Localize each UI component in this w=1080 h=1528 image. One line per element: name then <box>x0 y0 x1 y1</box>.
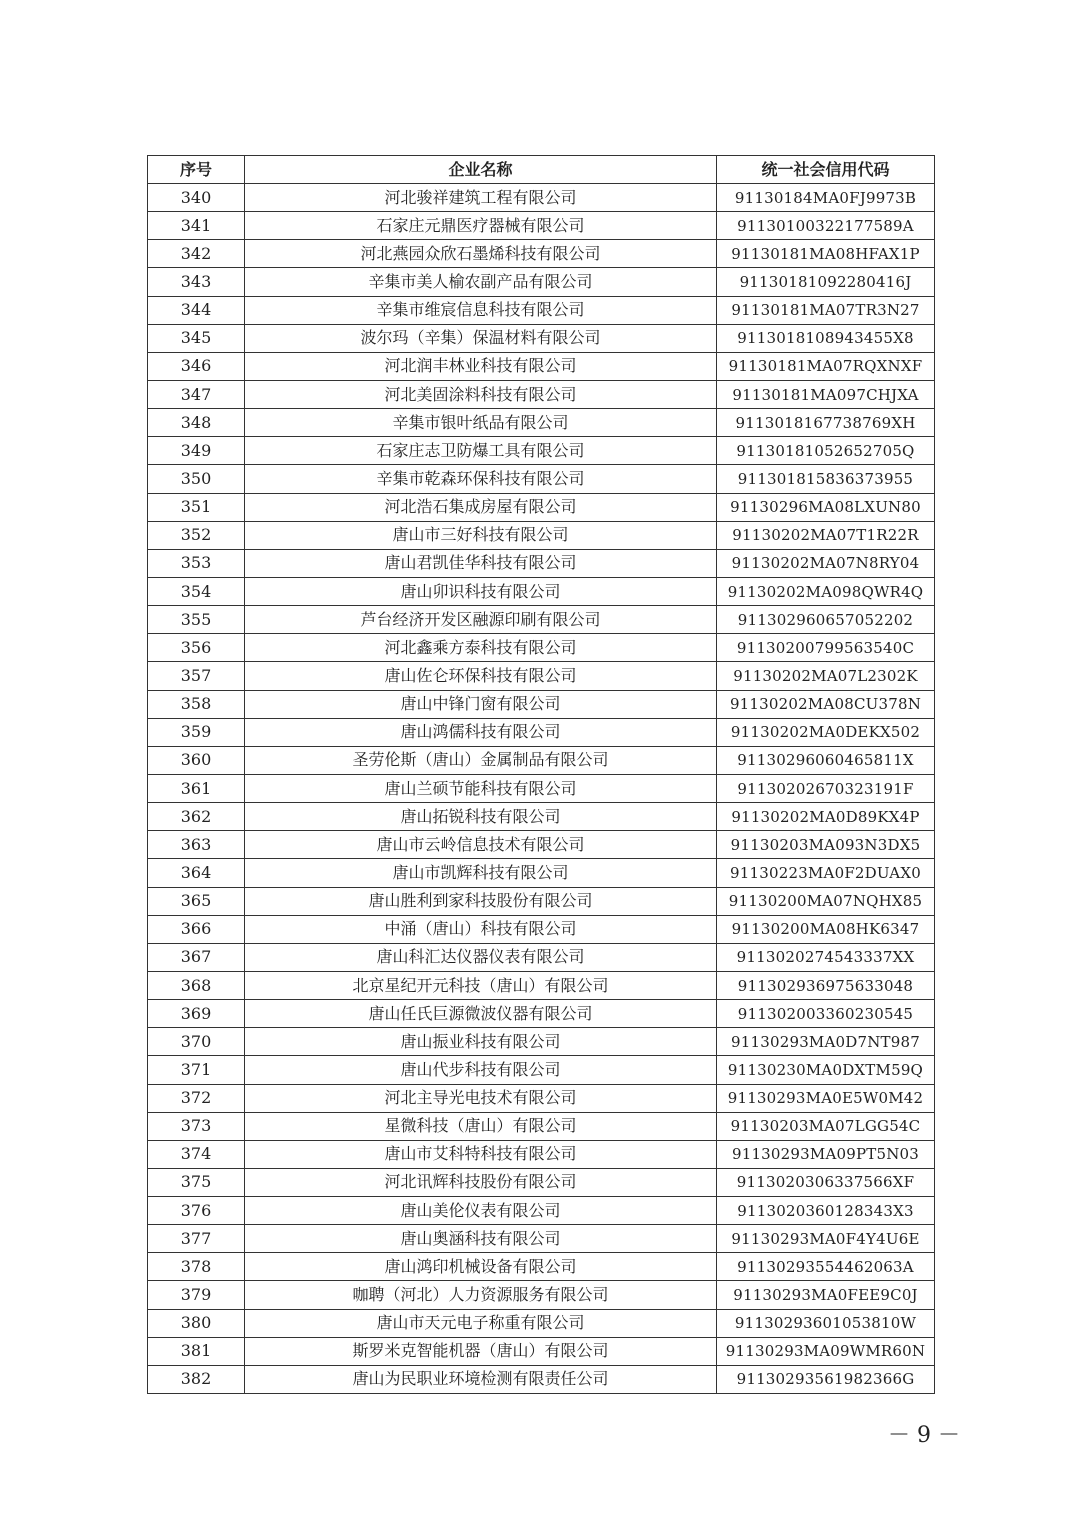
cell-credit-code: 911302003360230545 <box>717 1000 935 1028</box>
cell-company-name: 圣劳伦斯（唐山）金属制品有限公司 <box>245 746 717 774</box>
table-row <box>148 549 935 577</box>
cell-serial: 349 <box>148 437 245 465</box>
cell-credit-code: 91130181MA097CHJXA <box>717 380 935 408</box>
cell-company-name: 唐山君凯佳华科技有限公司 <box>245 549 717 577</box>
cell-serial: 372 <box>148 1084 245 1112</box>
enterprise-table <box>147 155 935 1394</box>
table-row <box>148 1056 935 1084</box>
cell-serial: 359 <box>148 718 245 746</box>
cell-serial: 373 <box>148 1112 245 1140</box>
table-row <box>148 324 935 352</box>
cell-company-name: 唐山为民职业环境检测有限责任公司 <box>245 1365 717 1393</box>
cell-serial: 347 <box>148 380 245 408</box>
table-row <box>148 718 935 746</box>
table-row <box>148 493 935 521</box>
cell-credit-code: 91130200MA07NQHX85 <box>717 887 935 915</box>
cell-serial: 377 <box>148 1225 245 1253</box>
cell-company-name: 芦台经济开发区融源印刷有限公司 <box>245 606 717 634</box>
table-row <box>148 1253 935 1281</box>
cell-credit-code: 911302960657052202 <box>717 606 935 634</box>
cell-company-name: 唐山中锋门窗有限公司 <box>245 690 717 718</box>
cell-company-name: 辛集市美人榆农副产品有限公司 <box>245 268 717 296</box>
cell-credit-code: 91130202MA098QWR4Q <box>717 577 935 605</box>
cell-company-name: 唐山市云岭信息技术有限公司 <box>245 831 717 859</box>
cell-company-name: 唐山市三好科技有限公司 <box>245 521 717 549</box>
cell-company-name: 河北鑫乘方泰科技有限公司 <box>245 634 717 662</box>
cell-credit-code: 91130202MA08CU378N <box>717 690 935 718</box>
cell-company-name: 河北骏祥建筑工程有限公司 <box>245 184 717 212</box>
table-row <box>148 803 935 831</box>
cell-serial: 345 <box>148 324 245 352</box>
cell-credit-code: 91130296060465811X <box>717 746 935 774</box>
cell-company-name: 斯罗米克智能机器（唐山）有限公司 <box>245 1337 717 1365</box>
cell-serial: 370 <box>148 1028 245 1056</box>
cell-serial: 378 <box>148 1253 245 1281</box>
cell-credit-code: 91130202MA0D89KX4P <box>717 803 935 831</box>
cell-company-name: 辛集市维宸信息科技有限公司 <box>245 296 717 324</box>
table-row <box>148 184 935 212</box>
cell-company-name: 唐山市天元电子称重有限公司 <box>245 1309 717 1337</box>
table-row <box>148 859 935 887</box>
table-row <box>148 1281 935 1309</box>
cell-serial: 342 <box>148 240 245 268</box>
table-row <box>148 746 935 774</box>
table-row <box>148 1140 935 1168</box>
cell-serial: 382 <box>148 1365 245 1393</box>
cell-credit-code: 91130293MA0F4Y4U6E <box>717 1225 935 1253</box>
cell-serial: 379 <box>148 1281 245 1309</box>
cell-credit-code: 91130293601053810W <box>717 1309 935 1337</box>
cell-credit-code: 91130202MA0DEKX502 <box>717 718 935 746</box>
table-row <box>148 1000 935 1028</box>
table-row <box>148 1112 935 1140</box>
cell-serial: 353 <box>148 549 245 577</box>
table-row <box>148 465 935 493</box>
cell-company-name: 唐山卯识科技有限公司 <box>245 577 717 605</box>
table-row <box>148 634 935 662</box>
table-row <box>148 831 935 859</box>
cell-credit-code: 91130181MA08HFAX1P <box>717 240 935 268</box>
cell-credit-code: 91130293561982366G <box>717 1365 935 1393</box>
table-row <box>148 437 935 465</box>
cell-serial: 375 <box>148 1168 245 1196</box>
cell-company-name: 河北润丰林业科技有限公司 <box>245 352 717 380</box>
cell-credit-code: 91130200MA08HK6347 <box>717 915 935 943</box>
cell-company-name: 唐山鸿印机械设备有限公司 <box>245 1253 717 1281</box>
cell-credit-code: 91130293MA0D7NT987 <box>717 1028 935 1056</box>
cell-serial: 368 <box>148 971 245 999</box>
cell-company-name: 唐山奥涵科技有限公司 <box>245 1225 717 1253</box>
cell-credit-code: 91130202670323191F <box>717 774 935 802</box>
cell-credit-code: 91130293MA0E5W0M42 <box>717 1084 935 1112</box>
cell-company-name: 石家庄志卫防爆工具有限公司 <box>245 437 717 465</box>
cell-company-name: 唐山振业科技有限公司 <box>245 1028 717 1056</box>
cell-company-name: 波尔玛（辛集）保温材料有限公司 <box>245 324 717 352</box>
table-row <box>148 268 935 296</box>
cell-company-name: 辛集市乾森环保科技有限公司 <box>245 465 717 493</box>
table-row <box>148 1168 935 1196</box>
table-row <box>148 1084 935 1112</box>
cell-company-name: 河北美固涂料科技有限公司 <box>245 380 717 408</box>
table-row <box>148 690 935 718</box>
table-row <box>148 352 935 380</box>
table-row <box>148 296 935 324</box>
cell-credit-code: 91130296MA08LXUN80 <box>717 493 935 521</box>
cell-company-name: 唐山美伦仪表有限公司 <box>245 1197 717 1225</box>
cell-company-name: 唐山代步科技有限公司 <box>245 1056 717 1084</box>
table-row <box>148 240 935 268</box>
cell-company-name: 唐山任氏巨源微波仪器有限公司 <box>245 1000 717 1028</box>
table-row <box>148 1225 935 1253</box>
table-row <box>148 1309 935 1337</box>
table-row <box>148 409 935 437</box>
cell-credit-code: 91130202MA07N8RY04 <box>717 549 935 577</box>
cell-serial: 364 <box>148 859 245 887</box>
cell-credit-code: 91130181052652705Q <box>717 437 935 465</box>
cell-serial: 358 <box>148 690 245 718</box>
cell-credit-code: 91130293MA09PT5N03 <box>717 1140 935 1168</box>
cell-serial: 356 <box>148 634 245 662</box>
cell-company-name: 河北讯辉科技股份有限公司 <box>245 1168 717 1196</box>
cell-credit-code: 91130184MA0FJ9973B <box>717 184 935 212</box>
cell-serial: 365 <box>148 887 245 915</box>
table-row <box>148 521 935 549</box>
cell-company-name: 唐山市艾科特科技有限公司 <box>245 1140 717 1168</box>
cell-credit-code: 911302936975633048 <box>717 971 935 999</box>
cell-company-name: 唐山拓锐科技有限公司 <box>245 803 717 831</box>
cell-company-name: 唐山鸿儒科技有限公司 <box>245 718 717 746</box>
header-serial: 序号 <box>148 156 245 184</box>
cell-serial: 352 <box>148 521 245 549</box>
cell-serial: 366 <box>148 915 245 943</box>
cell-serial: 357 <box>148 662 245 690</box>
header-credit-code: 统一社会信用代码 <box>717 156 935 184</box>
table-row <box>148 662 935 690</box>
cell-credit-code: 9113020306337566XF <box>717 1168 935 1196</box>
cell-company-name: 石家庄元鼎医疗器械有限公司 <box>245 212 717 240</box>
cell-serial: 355 <box>148 606 245 634</box>
cell-credit-code: 91130293554462063A <box>717 1253 935 1281</box>
cell-serial: 367 <box>148 943 245 971</box>
cell-serial: 340 <box>148 184 245 212</box>
cell-serial: 346 <box>148 352 245 380</box>
cell-serial: 380 <box>148 1309 245 1337</box>
table-row <box>148 774 935 802</box>
cell-serial: 360 <box>148 746 245 774</box>
cell-serial: 371 <box>148 1056 245 1084</box>
cell-company-name: 咖聘（河北）人力资源服务有限公司 <box>245 1281 717 1309</box>
cell-credit-code: 91130202MA07L2302K <box>717 662 935 690</box>
table-row <box>148 577 935 605</box>
cell-serial: 351 <box>148 493 245 521</box>
cell-credit-code: 91130203MA093N3DX5 <box>717 831 935 859</box>
cell-credit-code: 9113020274543337XX <box>717 943 935 971</box>
cell-company-name: 唐山兰硕节能科技有限公司 <box>245 774 717 802</box>
cell-company-name: 河北燕园众欣石墨烯科技有限公司 <box>245 240 717 268</box>
table-row <box>148 915 935 943</box>
cell-credit-code: 9113018108943455X8 <box>717 324 935 352</box>
cell-credit-code: 91130100322177589A <box>717 212 935 240</box>
cell-company-name: 河北主导光电技术有限公司 <box>245 1084 717 1112</box>
table-header-row <box>148 156 935 184</box>
cell-credit-code: 91130203MA07LGG54C <box>717 1112 935 1140</box>
table-row <box>148 943 935 971</box>
cell-company-name: 唐山科汇达仪器仪表有限公司 <box>245 943 717 971</box>
cell-credit-code: 91130230MA0DXTM59Q <box>717 1056 935 1084</box>
cell-serial: 369 <box>148 1000 245 1028</box>
cell-serial: 374 <box>148 1140 245 1168</box>
cell-serial: 344 <box>148 296 245 324</box>
page-number: － 9 － <box>888 1423 960 1448</box>
cell-serial: 350 <box>148 465 245 493</box>
cell-company-name: 辛集市银叶纸品有限公司 <box>245 409 717 437</box>
cell-serial: 381 <box>148 1337 245 1365</box>
cell-credit-code: 91130200799563540C <box>717 634 935 662</box>
cell-serial: 343 <box>148 268 245 296</box>
cell-credit-code: 91130181092280416J <box>717 268 935 296</box>
table-row <box>148 887 935 915</box>
table-row <box>148 212 935 240</box>
cell-credit-code: 9113020360128343X3 <box>717 1197 935 1225</box>
cell-credit-code: 91130202MA07T1R22R <box>717 521 935 549</box>
cell-credit-code: 91130223MA0F2DUAX0 <box>717 859 935 887</box>
table-row <box>148 1197 935 1225</box>
table-row <box>148 1028 935 1056</box>
cell-company-name: 唐山市凯辉科技有限公司 <box>245 859 717 887</box>
table-row <box>148 971 935 999</box>
cell-serial: 363 <box>148 831 245 859</box>
cell-credit-code: 91130181MA07RQXNXF <box>717 352 935 380</box>
cell-company-name: 星微科技（唐山）有限公司 <box>245 1112 717 1140</box>
cell-company-name: 北京星纪开元科技（唐山）有限公司 <box>245 971 717 999</box>
cell-serial: 348 <box>148 409 245 437</box>
cell-company-name: 中涌（唐山）科技有限公司 <box>245 915 717 943</box>
cell-company-name: 唐山胜利到家科技股份有限公司 <box>245 887 717 915</box>
header-company-name: 企业名称 <box>245 156 717 184</box>
cell-company-name: 河北浩石集成房屋有限公司 <box>245 493 717 521</box>
cell-serial: 362 <box>148 803 245 831</box>
cell-credit-code: 91130181MA07TR3N27 <box>717 296 935 324</box>
table-row <box>148 1365 935 1393</box>
cell-serial: 376 <box>148 1197 245 1225</box>
table-row <box>148 1337 935 1365</box>
cell-credit-code: 9113018167738769XH <box>717 409 935 437</box>
cell-company-name: 唐山佐仑环保科技有限公司 <box>245 662 717 690</box>
table-row <box>148 606 935 634</box>
table-row <box>148 380 935 408</box>
cell-credit-code: 911301815836373955 <box>717 465 935 493</box>
cell-serial: 361 <box>148 774 245 802</box>
cell-serial: 341 <box>148 212 245 240</box>
cell-credit-code: 91130293MA09WMR60N <box>717 1337 935 1365</box>
cell-credit-code: 91130293MA0FEE9C0J <box>717 1281 935 1309</box>
cell-serial: 354 <box>148 577 245 605</box>
